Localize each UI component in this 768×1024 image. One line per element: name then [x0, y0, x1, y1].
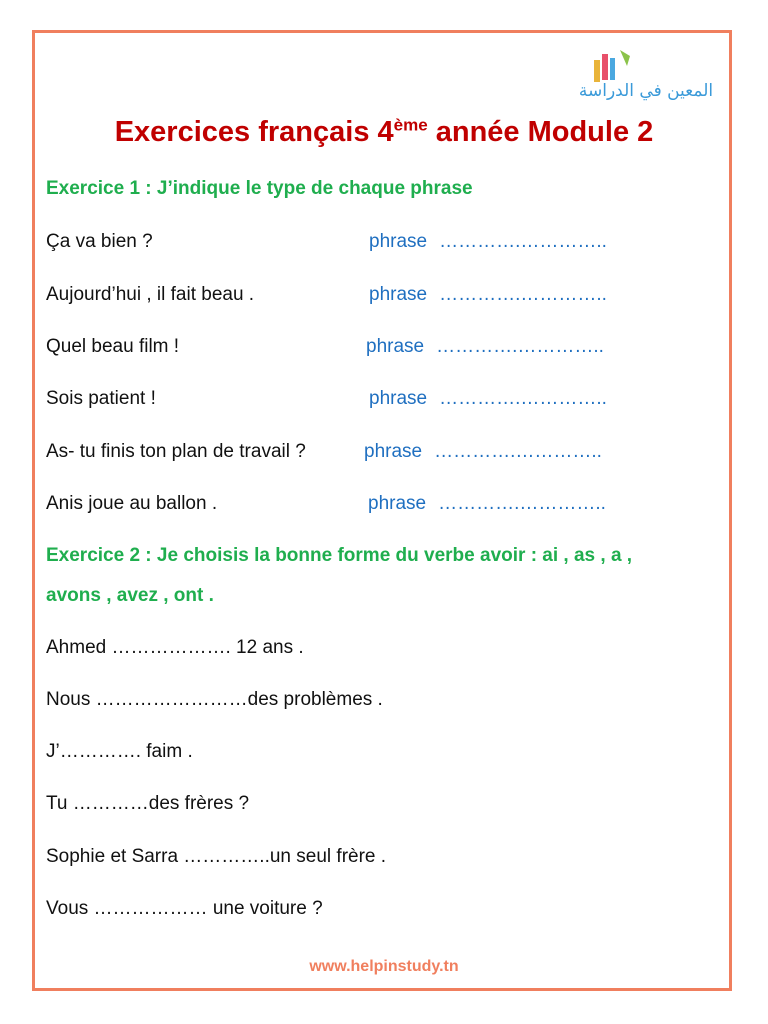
- exercise2-item: Nous ……………………des problèmes .: [46, 689, 383, 710]
- exercise1-answer: phrase ………….…………..: [369, 388, 607, 409]
- logo: [578, 44, 714, 114]
- exercise1-answer: phrase ………….…………..: [368, 493, 606, 514]
- exercise1-item: Ça va bien ?: [46, 231, 153, 252]
- exercise2-heading-line2: avons , avez , ont .: [46, 585, 214, 606]
- logo-text: المعين في الدراسة: [578, 81, 714, 101]
- page-title: Exercices français 4ème année Module 2: [114, 115, 654, 148]
- exercise1-item: As- tu finis ton plan de travail ?: [46, 441, 306, 462]
- exercise2-item: Tu …………des frères ?: [46, 793, 250, 814]
- exercise2-item: Vous ……………… une voiture ?: [46, 898, 323, 919]
- exercise1-answer: phrase ………….…………..: [364, 441, 602, 462]
- exercise2-item: J’…………. faim .: [46, 741, 193, 762]
- exercise1-item: Aujourd’hui , il fait beau .: [46, 284, 255, 305]
- exercise1-heading: Exercice 1 : J’indique le type de chaque phrase: [46, 178, 473, 199]
- exercise2-item: Ahmed ………………. 12 ans .: [46, 637, 304, 658]
- exercise1-item: Quel beau film !: [46, 336, 180, 357]
- exercise1-item: Sois patient !: [46, 388, 156, 409]
- exercise1-item: Anis joue au ballon .: [46, 493, 218, 514]
- exercise1-answer: phrase ………….…………..: [366, 336, 604, 357]
- exercise1-answer: phrase ………….…………..: [369, 231, 607, 252]
- exercise1-answer: phrase ………….…………..: [369, 284, 607, 305]
- footer-url[interactable]: www.helpinstudy.tn: [309, 958, 459, 975]
- exercise2-item: Sophie et Sarra …………..un seul frère .: [46, 846, 387, 867]
- exercise2-heading-line1: Exercice 2 : Je choisis la bonne forme du verbe avoir : ai , as , a ,: [46, 545, 633, 566]
